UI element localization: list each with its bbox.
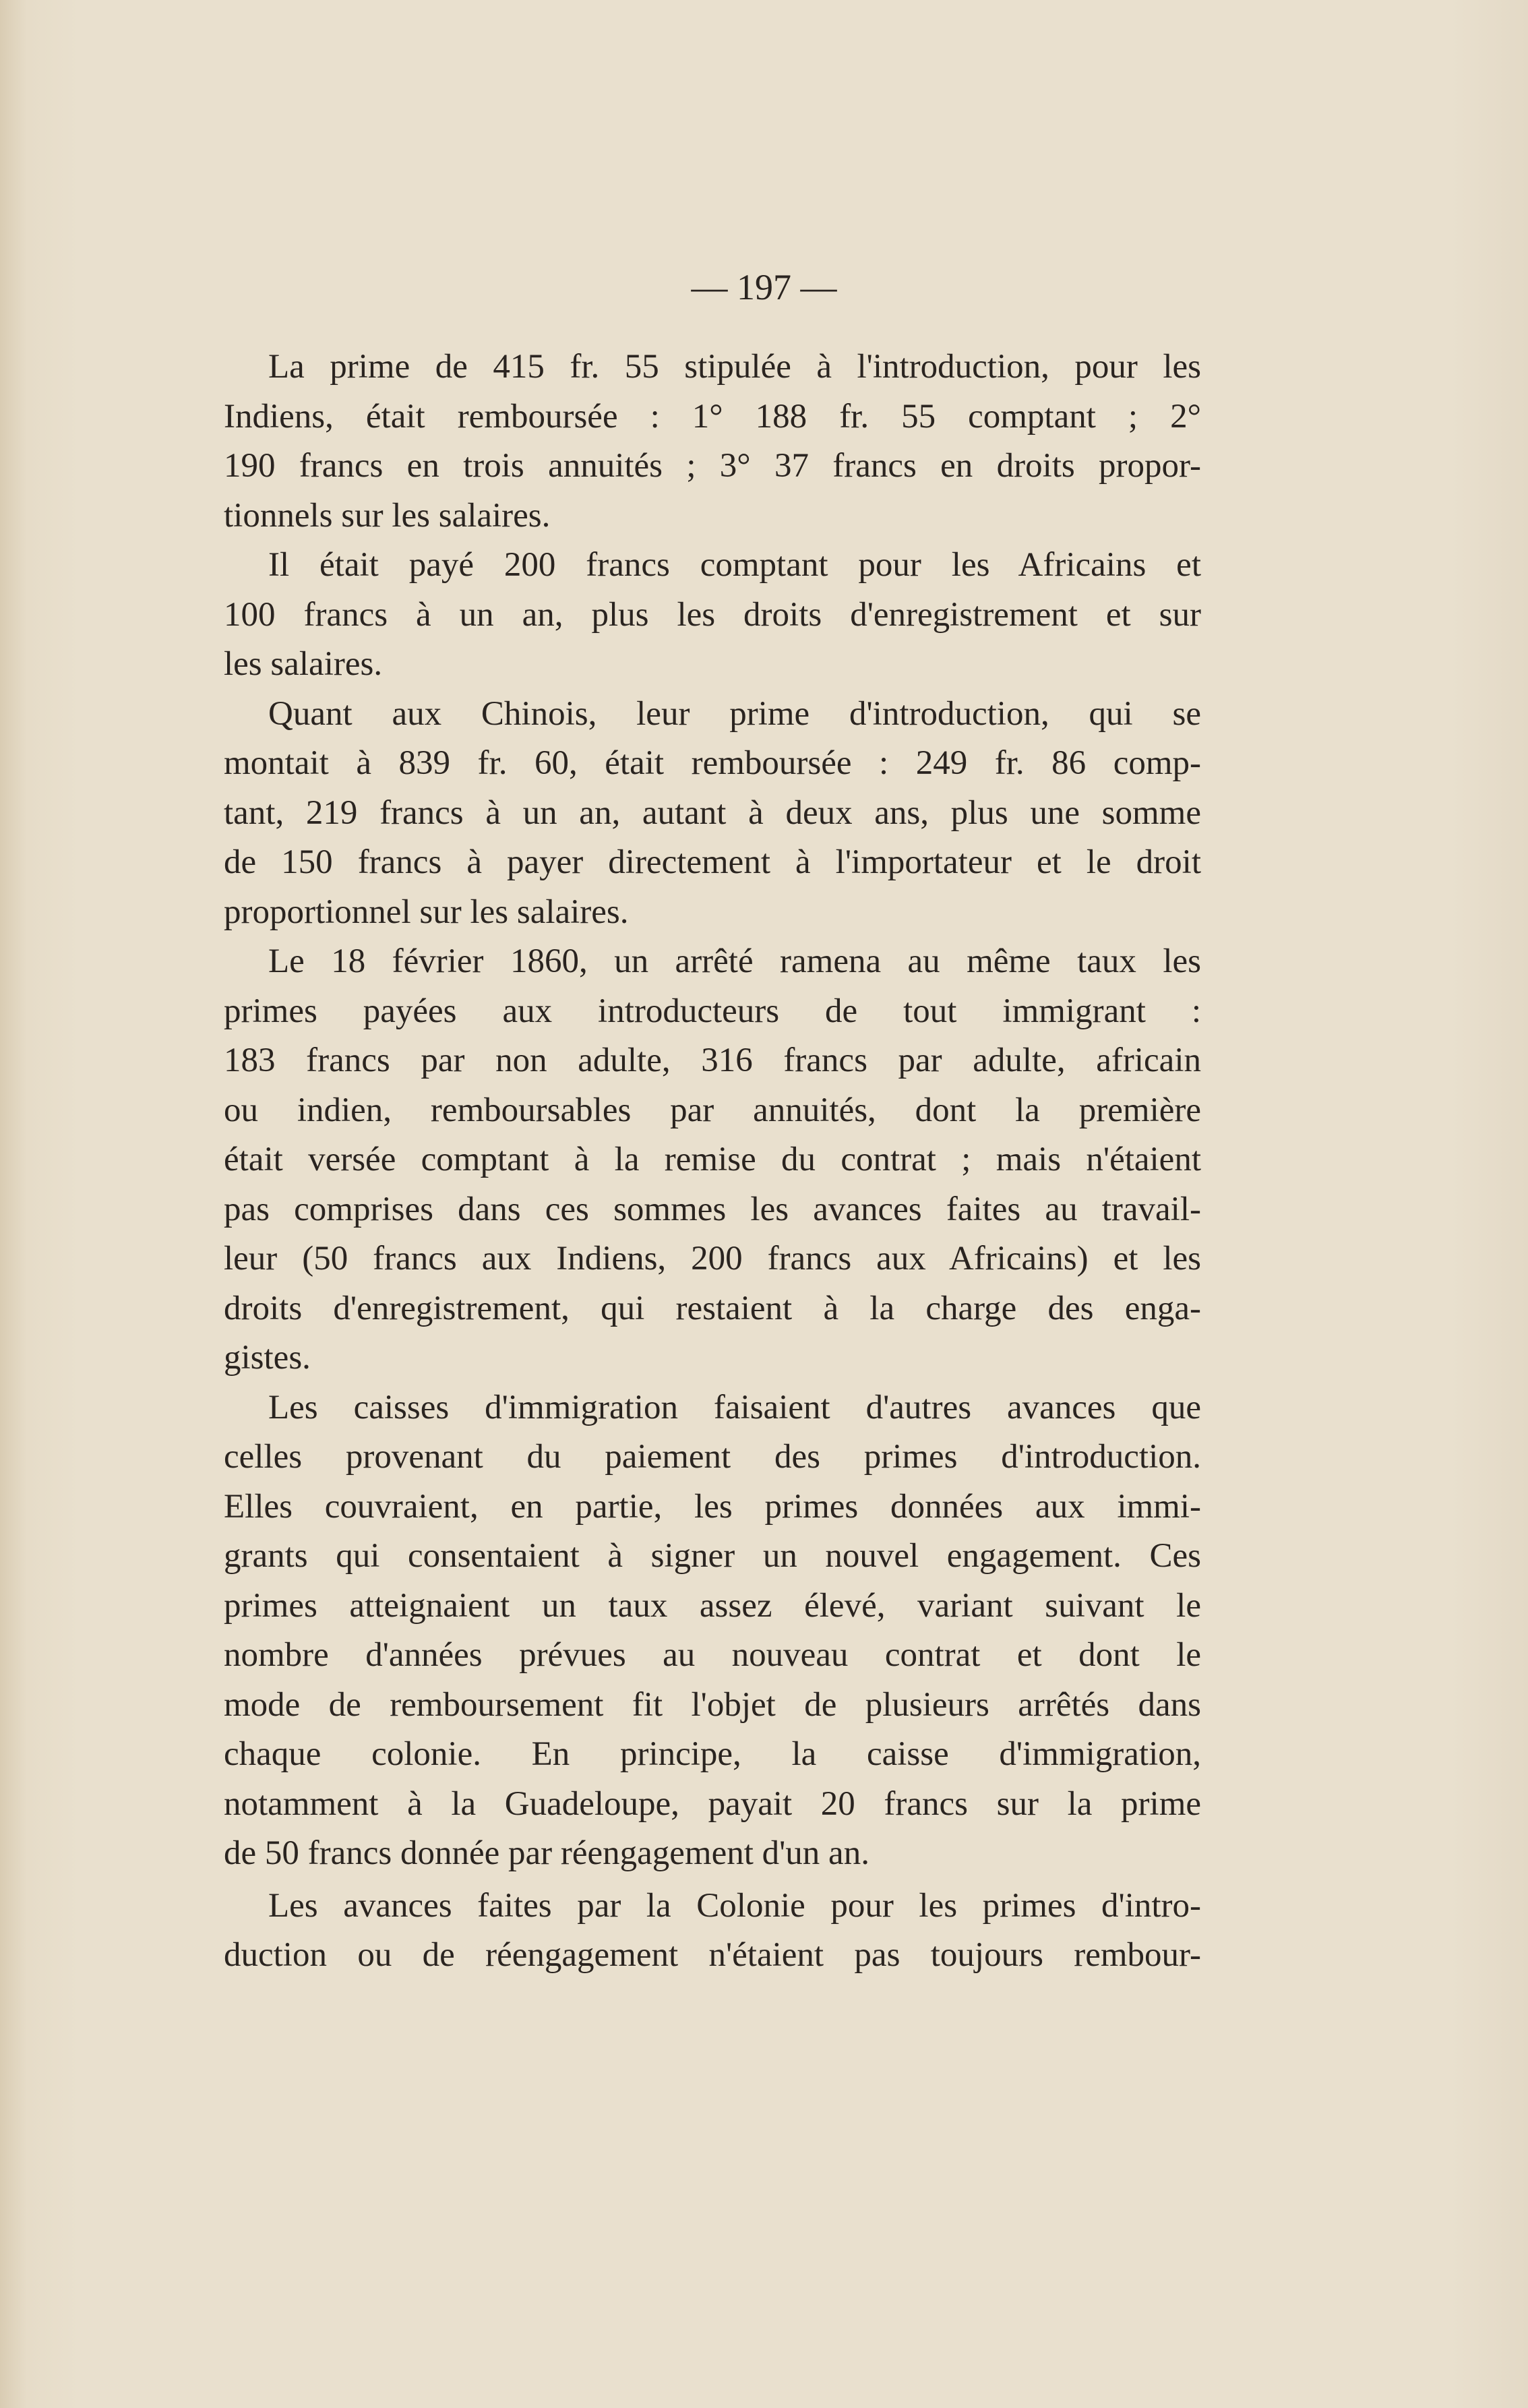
text-line: Quant aux Chinois, leur prime d'introduction, qui se xyxy=(268,694,1201,733)
text-line: 183 francs par non adulte, 316 francs par adulte, africain xyxy=(224,1042,1201,1079)
text-line: notamment à la Guadeloupe, payait 20 francs sur la prime xyxy=(224,1784,1201,1823)
text-line: leur (50 francs aux Indiens, 200 francs aux Africains) et les xyxy=(224,1240,1201,1277)
paragraph xyxy=(224,1882,1201,1981)
text-line: primes payées aux introducteurs de tout immigrant : xyxy=(224,992,1201,1030)
text-line: mode de remboursement fit l'objet de plusieurs arrêtés dans xyxy=(224,1685,1201,1724)
body-text xyxy=(224,342,1201,1981)
paragraph xyxy=(224,1383,1201,1879)
text-line: duction ou de réengagement n'étaient pas toujours rembour- xyxy=(224,1936,1201,1974)
text-line: Indiens, était remboursée : 1° 188 fr. 55 comptant ; 2° xyxy=(224,397,1201,435)
text-line: celles provenant du paiement des primes d'introduction. xyxy=(224,1438,1201,1476)
text-line: grants qui consentaient à signer un nouvel engagement. Ces xyxy=(224,1537,1201,1575)
text-line: tionnels sur les salaires. xyxy=(224,496,551,535)
text-line: Elles couvraient, en partie, les primes données aux immi- xyxy=(224,1487,1201,1526)
text-line: de 150 francs à payer directement à l'importateur et le droit xyxy=(224,843,1201,881)
text-line: nombre d'années prévues au nouveau contrat et dont le xyxy=(224,1636,1201,1674)
text-line: droits d'enregistrement, qui restaient à la charge des enga- xyxy=(224,1289,1201,1327)
text-line: chaque colonie. En principe, la caisse d'immigration, xyxy=(224,1735,1201,1773)
paragraph xyxy=(224,541,1201,690)
paragraph xyxy=(224,937,1201,1383)
paragraph xyxy=(224,690,1201,938)
text-line: gistes. xyxy=(224,1339,311,1377)
text-line: Les caisses d'immigration faisaient d'autres avances que xyxy=(268,1388,1201,1426)
paragraph xyxy=(224,342,1201,541)
text-line: tant, 219 francs à un an, autant à deux ans, plus une somme xyxy=(224,793,1201,832)
text-line: Il était payé 200 francs comptant pour les Africains et xyxy=(268,546,1201,584)
text-line: pas comprises dans ces sommes les avances faites au travail- xyxy=(224,1190,1201,1228)
text-line: La prime de 415 fr. 55 stipulée à l'introduction, pour les xyxy=(268,348,1201,386)
text-line: les salaires. xyxy=(224,645,383,683)
text-line: était versée comptant à la remise du contrat ; mais n'étaient xyxy=(224,1141,1201,1178)
text-line: ou indien, remboursables par annuités, dont la première xyxy=(224,1091,1201,1129)
text-line: de 50 francs donnée par réengagement d'un an. xyxy=(224,1834,869,1872)
text-line: montait à 839 fr. 60, était remboursée : 249 fr. 86 comp- xyxy=(224,744,1201,782)
page-number: — 197 — xyxy=(691,267,837,307)
text-line: 190 francs en trois annuités ; 3° 37 francs en droits propor- xyxy=(224,447,1201,485)
text-line: Le 18 février 1860, un arrêté ramena au même taux les xyxy=(268,942,1201,980)
text-line: primes atteignaient un taux assez élevé, variant suivant le xyxy=(224,1586,1201,1625)
text-line: Les avances faites par la Colonie pour les primes d'intro- xyxy=(268,1886,1201,1925)
text-line: 100 francs à un an, plus les droits d'enregistrement et sur xyxy=(224,595,1201,634)
text-line: proportionnel sur les salaires. xyxy=(224,893,629,931)
